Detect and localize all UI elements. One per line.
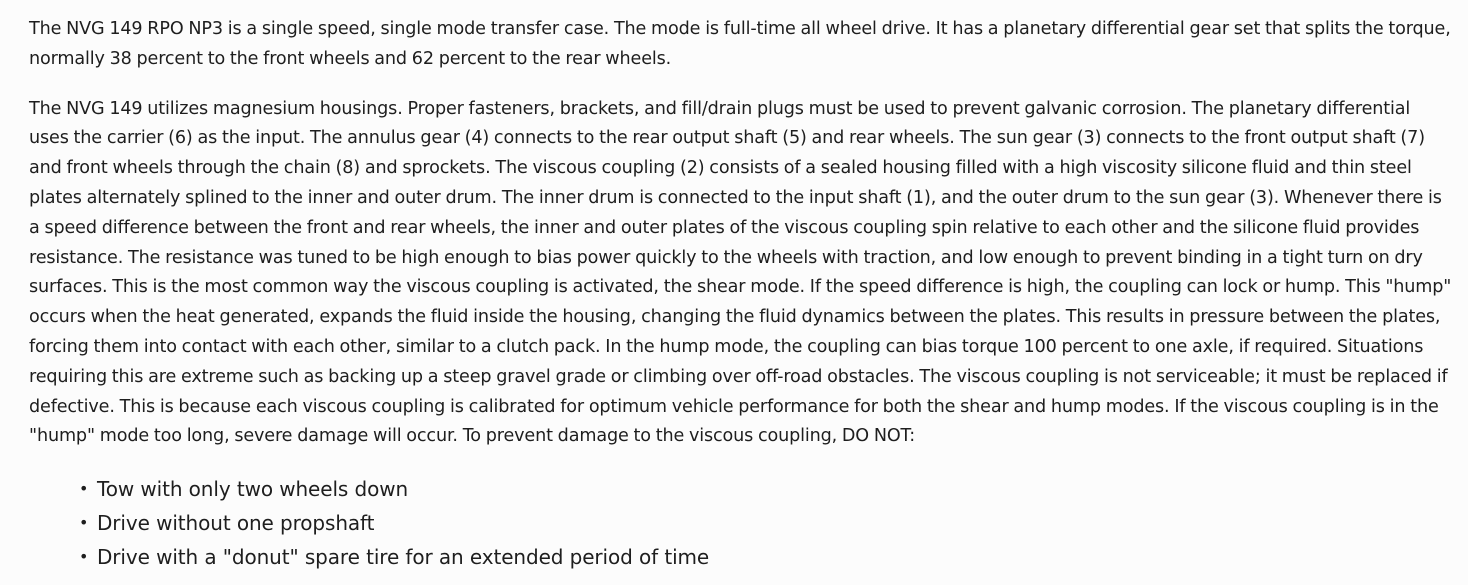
list-item-text: Drive without one propshaft [97, 511, 375, 536]
list-item-text: Tow with only two wheels down [97, 477, 409, 502]
do-not-list [29, 472, 1454, 574]
paragraph-operation: The NVG 149 utilizes magnesium housings. Proper fasteners, brackets, and fill/drain plugs must be used to prevent galvanic corrosion. The planetary differential uses the carrier (6) as the input. The annulus gear (4) connects to the rear output shaft (5) and rear wheels. The sun gear (3) connects to the front output shaft (7) and front wheels through the chain (8) and sprockets. The viscous coupling (2) consists of a sealed housing filled with a high viscosity silicone fluid and thin steel plates alternately splined to the inner and outer drum. The inner drum is connected to the input shaft (1), and the outer drum to the sun gear (3). Whenever there is a speed difference between the front and rear wheels, the inner and outer plates of the viscous coupling spin relative to each other and the silicone fluid provides resistance. The resistance was tuned to be high enough to bias power quickly to the wheels with traction, and low enough to prevent binding in a tight turn on dry surfaces. This is the most common way the viscous coupling is activated, the shear mode. If the speed difference is high, the coupling can lock or hump. This "hump" occurs when the heat generated, expands the fluid inside the housing, changing the fluid dynamics between the plates. This results in pressure between the plates, forcing them into contact with each other, similar to a clutch pack. In the hump mode, the coupling can bias torque 100 percent to one axle, if required. Situations requiring this are extreme such as backing up a steep gravel grade or climbing over off-road obstacles. The viscous coupling is not serviceable; it must be replaced if defective. This is because each viscous coupling is calibrated for optimum vehicle performance for both the shear and hump modes. If the viscous coupling is in the "hump" mode too long, severe damage will occur. To prevent damage to the viscous coupling, DO NOT: [29, 98, 1452, 447]
bullet-icon: • [79, 513, 89, 533]
paragraph-overview: The NVG 149 RPO NP3 is a single speed, single mode transfer case. The mode is full-time all wheel drive. It has a planetary differential gear set that splits the torque, normally 38 percent to the front wheels and 62 percent to the rear wheels. [29, 19, 1451, 69]
document-body [29, 15, 1454, 574]
bullet-icon: • [79, 479, 89, 499]
list-item [29, 472, 1454, 506]
list-item-text: Drive with a "donut" spare tire for an extended period of time [97, 545, 710, 570]
list-item [29, 540, 1454, 574]
list-item [29, 506, 1454, 540]
bullet-icon: • [79, 547, 89, 567]
